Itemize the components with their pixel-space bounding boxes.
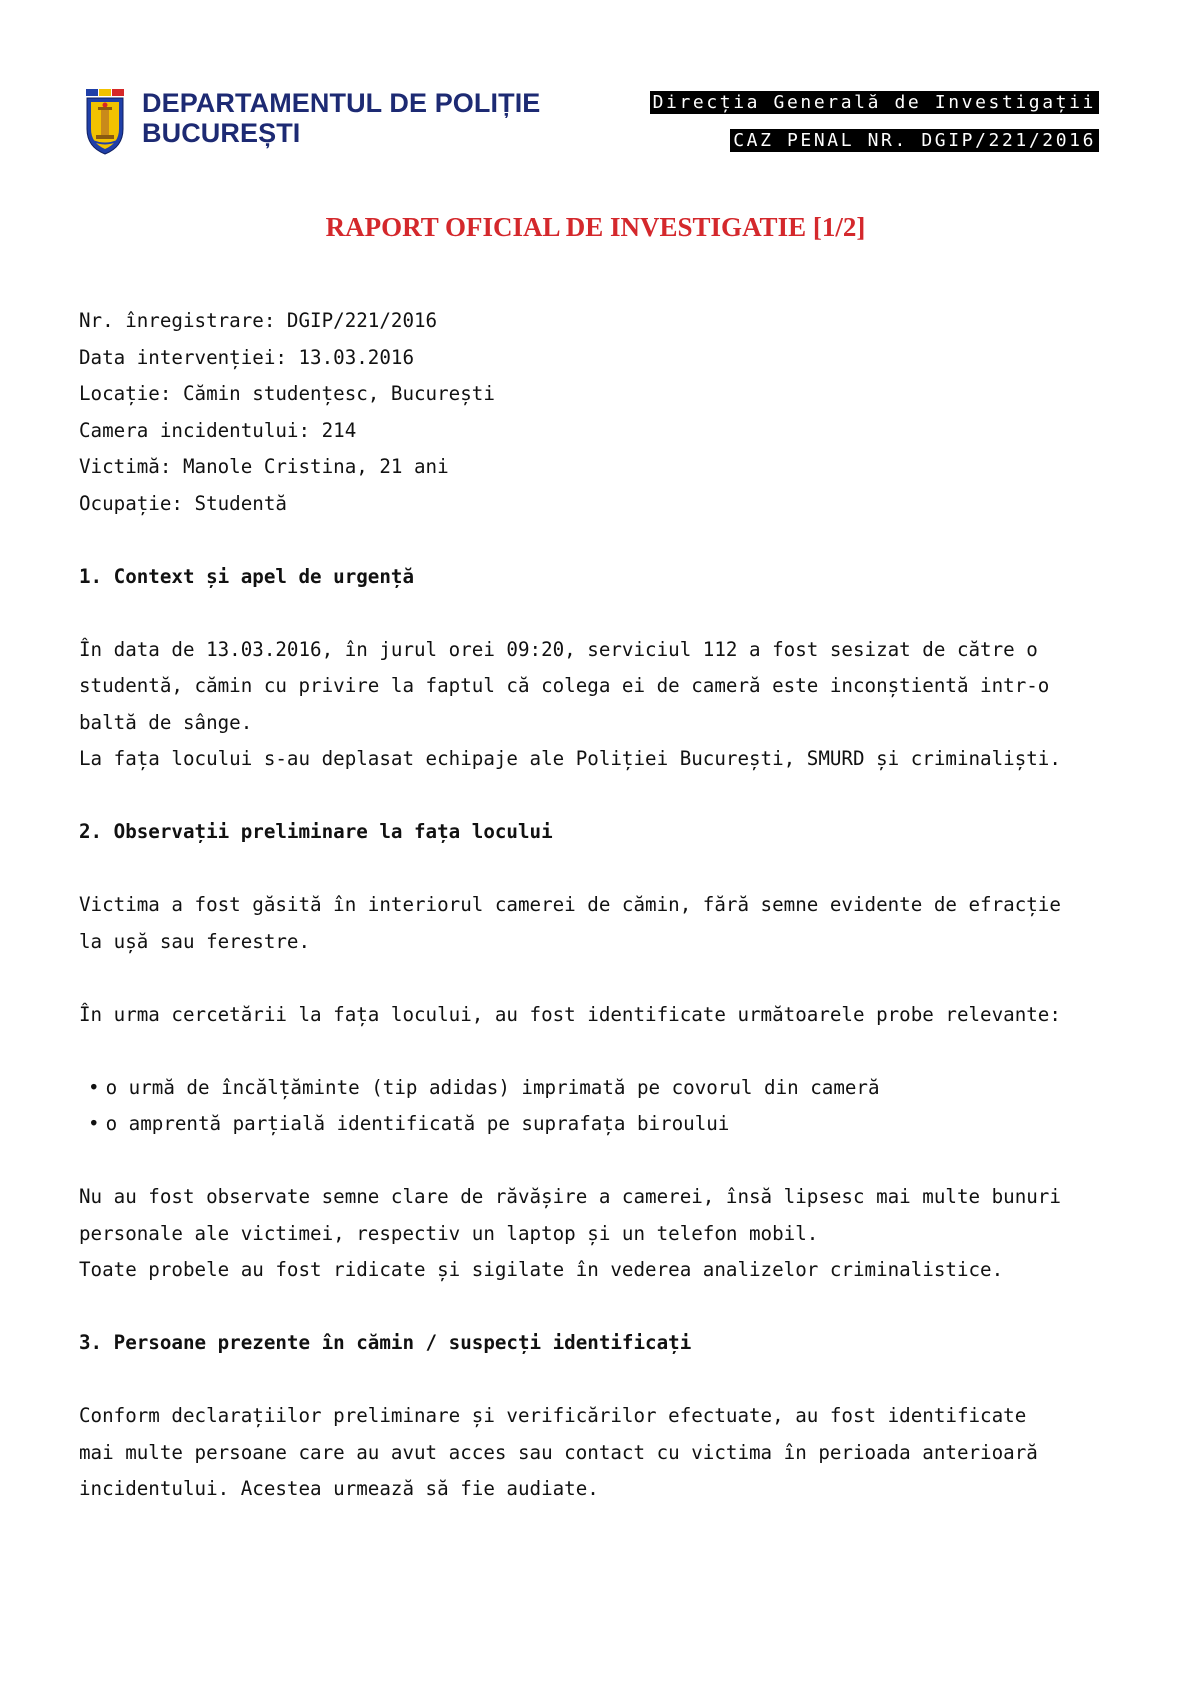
section-2-line: Victima a fost găsită în interiorul camerei de cămin, fără semne evidente de efracție xyxy=(79,893,1061,916)
department-name xyxy=(142,88,540,148)
meta-victim: Victimă: Manole Cristina, 21 ani xyxy=(79,455,449,478)
section-1-line: La fața locului s-au deplasat echipaje ale Poliției București, SMURD și criminaliști. xyxy=(79,747,1061,770)
section-1-line: studentă, cămin cu privire la faptul că colega ei de cameră este inconștientă intr-o xyxy=(79,674,1050,697)
section-3-line: incidentului. Acestea urmează să fie audiate. xyxy=(79,1477,599,1500)
report-body xyxy=(79,303,1119,1508)
section-3-line: mai multe persoane care au avut acces sau contact cu victima în perioada anterioară xyxy=(79,1440,1038,1464)
department-line-2: BUCUREȘTI xyxy=(142,118,301,148)
meta-date: Data intervenției: 13.03.2016 xyxy=(79,345,415,369)
list-item: • o urmă de încălțăminte (tip adidas) imprimată pe covorul din cameră xyxy=(79,1070,1119,1107)
section-3-heading: 3. Persoane prezente în cămin / suspecți identificați xyxy=(79,1331,692,1354)
section-2-line: personale ale victimei, respectiv un laptop și un telefon mobil. xyxy=(79,1221,819,1245)
meta-occupation: Ocupație: Studentă xyxy=(79,491,287,515)
section-2-evidence-intro: În urma cercetării la fața locului, au fost identificate următoarele probe relevante: xyxy=(79,1002,1061,1026)
section-1-line: În data de 13.03.2016, în jurul orei 09:20, serviciul 112 a fost sesizat de către o xyxy=(79,637,1038,661)
department-line-1: DEPARTAMENTUL DE POLIȚIE xyxy=(142,88,541,118)
section-3-line: Conform declarațiilor preliminare și verificărilor efectuate, au fost identificate xyxy=(79,1404,1027,1427)
section-1-heading: 1. Context și apel de urgență xyxy=(79,564,415,588)
section-1-line: baltă de sânge. xyxy=(79,710,253,734)
list-item: • o amprentă parțială identificată pe suprafața biroului xyxy=(79,1106,1119,1143)
police-coat-of-arms-icon xyxy=(84,89,126,155)
meta-registration: Nr. înregistrare: DGIP/221/2016 xyxy=(79,309,438,332)
meta-room: Camera incidentului: 214 xyxy=(79,418,357,442)
case-number-label: CAZ PENAL NR. DGIP/221/2016 xyxy=(730,129,1099,152)
report-title: RAPORT OFICIAL DE INVESTIGATIE [1/2] xyxy=(325,212,866,242)
evidence-list xyxy=(79,1070,1119,1143)
directorate-label: Direcția Generală de Investigații xyxy=(650,91,1099,114)
section-2-line: la ușă sau ferestre. xyxy=(79,929,311,953)
section-2-line: Toate probele au fost ridicate și sigilate în vederea analizelor criminalistice. xyxy=(79,1258,1004,1281)
section-2-heading: 2. Observații preliminare la fața locului xyxy=(79,820,553,843)
section-2-line: Nu au fost observate semne clare de răvășire a camerei, însă lipsesc mai multe bunuri xyxy=(79,1185,1061,1208)
meta-location: Locație: Cămin studențesc, București xyxy=(79,382,495,405)
